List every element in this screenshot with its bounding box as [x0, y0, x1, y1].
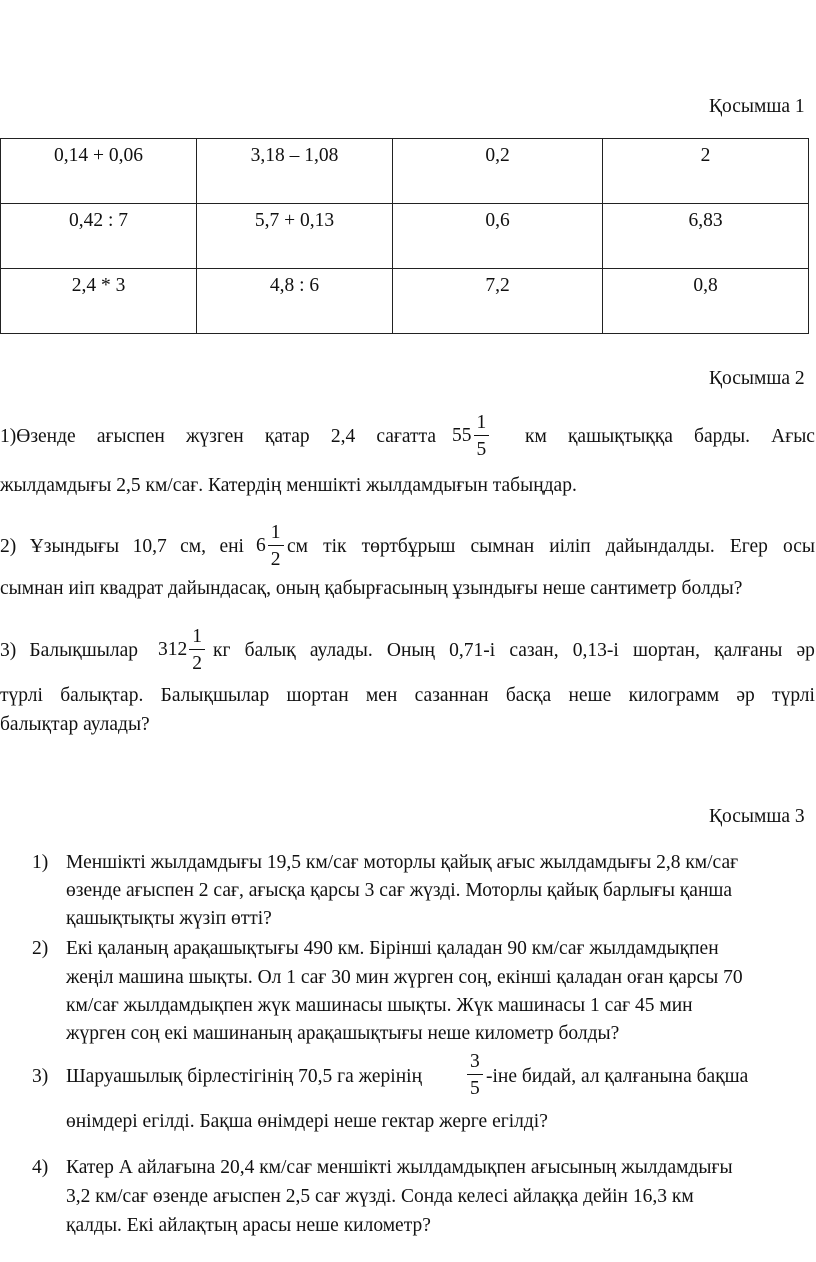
problem-3-line-1-right — [213, 640, 815, 662]
list-item-line: жүрген соң екі машинаның арақашықтығы неше километр болды? — [66, 1023, 620, 1044]
list-number: 1) — [32, 852, 49, 873]
fraction-numerator: 3 — [470, 1051, 480, 1072]
word: сазаннан — [414, 685, 489, 706]
word: қашықтыққа — [567, 426, 673, 447]
fraction-whole: 55 — [452, 425, 472, 446]
problem-2-line-1-right — [287, 536, 815, 558]
fraction-denominator: 2 — [270, 548, 281, 570]
problem-2-line-2: сымнан иіп квадрат дайындасақ, оның қабырғасының ұзындығы неше сантиметр болды? — [0, 578, 743, 599]
table-cell: 2 — [603, 139, 809, 204]
problem-1-line-2: жылдамдығы 2,5 км/сағ. Катердің меншікті жылдамдығын табыңдар. — [0, 475, 577, 496]
list-item-line: өнімдері егілді. Бақша өнімдері неше гектар жерге егілді? — [66, 1111, 548, 1132]
word: Оның — [386, 640, 435, 661]
word: 2,4 — [330, 426, 356, 447]
fraction-whole: 6 — [256, 535, 266, 556]
list-item-line: Катер А айлағына 20,4 км/сағ меншікті жылдамдықпен ағысының жылдамдығы — [66, 1157, 733, 1178]
word: Ұзындығы — [29, 536, 120, 557]
word: 10,7 — [132, 536, 167, 557]
word: см — [287, 536, 308, 557]
problem-3-line-1-left — [0, 640, 138, 662]
word: иіліп — [549, 536, 591, 557]
fraction-denominator: 5 — [476, 438, 487, 460]
list-item-line: Екі қаланың арақашықтығы 490 км. Бірінші қаладан 90 км/сағ жылдамдықпен — [66, 938, 719, 959]
table-cell: 2,4 * 3 — [1, 269, 197, 334]
word: осы — [782, 536, 815, 557]
table-cell: 0,14 + 0,06 — [1, 139, 197, 204]
word: неше — [568, 685, 612, 706]
list-item-line: 3,2 км/сағ өзенде ағыспен 2,5 сағ жүзді. Сонда келесі айлаққа дейін 16,3 км — [66, 1186, 694, 1207]
fraction — [467, 1052, 483, 1098]
table-cell: 0,42 : 7 — [1, 204, 197, 269]
problem-3-line-3: балықтар аулады? — [0, 714, 150, 735]
word: ағыспен — [96, 426, 165, 447]
word: 0,13-і — [572, 640, 619, 661]
word: балықтар. — [60, 685, 144, 706]
fraction-numerator: 1 — [476, 412, 487, 433]
problem-3-line-2 — [0, 685, 815, 707]
problem-2-line-1-left — [0, 536, 244, 558]
word: басқа — [505, 685, 552, 706]
mixed-fraction — [256, 523, 284, 569]
appendix-2-title: Қосымша 2 — [709, 368, 805, 389]
word: түрлі — [772, 685, 815, 706]
fraction-whole: 312 — [158, 639, 188, 660]
word: 0,71-і — [449, 640, 496, 661]
word: әр — [736, 685, 755, 706]
list-item-line: қашықтықты жүзіп өтті? — [66, 908, 272, 929]
fraction-denominator: 2 — [192, 652, 202, 674]
word: балық — [244, 640, 296, 661]
list-item-line: Шаруашылық бірлестігінің 70,5 га жерінің — [66, 1066, 422, 1087]
word: тік — [323, 536, 347, 557]
list-item-line: км/сағ жылдамдықпен жүк машинасы шықты. Жүк машинасы 1 сағ 45 мин — [66, 995, 693, 1016]
list-item-line: жеңіл машина шықты. Ол 1 сағ 30 мин жүрген соң, екінші қаладан оған қарсы 70 — [66, 967, 743, 988]
word: кг — [213, 640, 231, 661]
table-cell: 5,7 + 0,13 — [197, 204, 393, 269]
table-row — [1, 269, 809, 334]
word: дайындалды. — [605, 536, 715, 557]
word: аулады. — [309, 640, 373, 661]
word: км — [525, 426, 547, 447]
word: 3) — [0, 640, 17, 661]
table-row — [1, 139, 809, 204]
mixed-fraction — [452, 413, 489, 459]
table-cell: 0,2 — [393, 139, 603, 204]
word: қалғаны — [714, 640, 783, 661]
list-number: 4) — [32, 1157, 49, 1178]
word: 1)Өзенде — [0, 426, 76, 447]
table-cell: 4,8 : 6 — [197, 269, 393, 334]
table-cell: 0,8 — [603, 269, 809, 334]
arithmetic-table — [0, 138, 809, 334]
list-item-line: өзенде ағыспен 2 сағ, ағысқа қарсы 3 сағ жүзді. Моторлы қайық барлығы қанша — [66, 880, 733, 901]
word: төртбұрыш — [361, 536, 456, 557]
problem-1-line-1-left — [0, 426, 436, 448]
appendix-1-title: Қосымша 1 — [709, 96, 805, 117]
word: Егер — [729, 536, 768, 557]
list-number: 3) — [32, 1066, 49, 1087]
word: барды. — [694, 426, 750, 447]
mixed-fraction — [158, 627, 205, 673]
word: сағатта — [376, 426, 436, 447]
fraction-numerator: 1 — [270, 522, 281, 543]
word: қатар — [264, 426, 310, 447]
fraction-denominator: 5 — [470, 1077, 480, 1099]
word: см, — [180, 536, 207, 557]
table-cell: 6,83 — [603, 204, 809, 269]
word: сазан, — [509, 640, 559, 661]
table-cell: 0,6 — [393, 204, 603, 269]
list-item-line: Меншікті жылдамдығы 19,5 км/сағ моторлы қайық ағыс жылдамдығы 2,8 км/сағ — [66, 852, 739, 873]
fraction-numerator: 1 — [192, 626, 202, 647]
word: сымнан — [470, 536, 535, 557]
word: мен — [365, 685, 398, 706]
word: 2) — [0, 536, 17, 557]
word: шортан — [286, 685, 349, 706]
word: жүзген — [185, 426, 244, 447]
list-item-line: -іне бидай, ал қалғанына бақша — [486, 1066, 749, 1087]
word: Балықшылар — [160, 685, 270, 706]
word: әр — [796, 640, 815, 661]
table-row — [1, 204, 809, 269]
table-cell: 7,2 — [393, 269, 603, 334]
word: Ағыс — [771, 426, 815, 447]
list-number: 2) — [32, 938, 49, 959]
word: түрлі — [0, 685, 43, 706]
word: Балықшылар — [29, 640, 138, 661]
word: килограмм — [628, 685, 720, 706]
problem-1-line-1-right — [525, 426, 815, 448]
word: шортан, — [632, 640, 700, 661]
table-cell: 3,18 – 1,08 — [197, 139, 393, 204]
word: ені — [219, 536, 244, 557]
list-item-line: қалды. Екі айлақтың арасы неше километр? — [66, 1215, 431, 1236]
appendix-3-title: Қосымша 3 — [709, 806, 805, 827]
